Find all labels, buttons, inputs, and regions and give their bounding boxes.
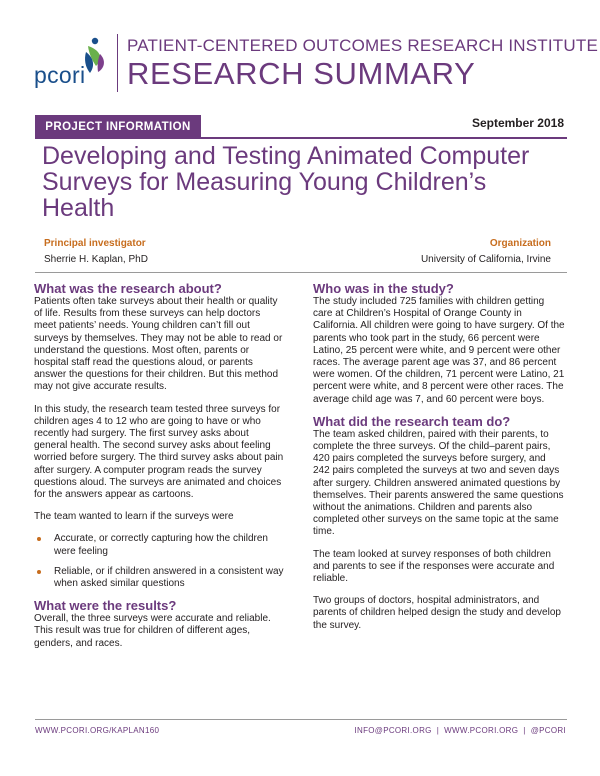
footer-divider: [35, 719, 567, 720]
pi-value: Sherrie H. Kaplan, PhD: [44, 254, 148, 265]
left-column: [34, 281, 284, 650]
header-divider: [117, 34, 118, 92]
page-title: Developing and Testing Animated Computer Surveys for Measuring Young Children’s Health: [42, 142, 530, 222]
paragraph: In this study, the research team tested three surveys for children ages 4 to 12 who are going to have or who recently had surgery. The first survey asks about general health. The second survey asks about feeling worried before surgery. The third survey asks about pain after surgery. A computer program reads the survey questions aloud. The surveys are animated and choices for the answers appear as cartoons.: [34, 403, 284, 501]
doc-type: RESEARCH SUMMARY: [127, 56, 476, 91]
logo-wordmark: pcori: [34, 62, 86, 88]
footer-contact[interactable]: INFO@PCORI.ORG | WWW.PCORI.ORG | @PCORI: [354, 726, 566, 735]
right-column: [313, 281, 565, 632]
section-heading: What were the results?: [34, 598, 177, 614]
paragraph: Two groups of doctors, hospital administrators, and parents of children helped design the study and develop the survey.: [313, 595, 561, 631]
list-item: [34, 566, 284, 590]
section-heading: What did the research team do?: [313, 413, 511, 429]
org-name: PATIENT-CENTERED OUTCOMES RESEARCH INSTITUTE: [127, 36, 598, 55]
publication-date: September 2018: [471, 116, 564, 130]
org-value: University of California, Irvine: [420, 254, 551, 265]
project-information-tab: PROJECT INFORMATION: [35, 115, 201, 139]
section-heading: What was the research about?: [34, 281, 222, 296]
list-item-text: Reliable, or if children answered in a consistent way when asked similar questions: [54, 565, 284, 590]
meta-divider: [35, 272, 567, 273]
paragraph: Overall, the three surveys were accurate and reliable. This result was true for children of different ages, genders, and races.: [34, 613, 271, 649]
bullet-icon: [37, 537, 41, 541]
org-label: Organization: [489, 238, 551, 249]
paragraph: The team wanted to learn if the surveys were: [34, 511, 234, 523]
paragraph: Patients often take surveys about their health or quality of life. Results from these surveys can help doctors meet patients’ needs. Young children can’t fill out surveys by themselves. They may not be able to read or understand the questions. Most often, parents or hospital staff read the questions aloud, or parents answer the questions for their children. But this method may not give accurate results.: [34, 296, 283, 393]
bullet-icon: [37, 570, 41, 574]
list-item-text: Accurate, or correctly capturing how the children were feeling: [54, 533, 268, 557]
paragraph: The team asked children, paired with their parents, to complete the three surveys. Of the child–parent pairs, 420 pairs completed the surveys before surgery, and 242 pairs completed the surveys at two and seven days after surgery. Children answered animated questions by themselves. Their parents answered the same questions without the animations. Children and parents also completed other surveys on the same topic at the same time.: [313, 428, 564, 538]
tab-rule: [35, 137, 567, 139]
footer-url[interactable]: WWW.PCORI.ORG/KAPLAN160: [35, 726, 160, 735]
list-item: [34, 533, 284, 557]
section-heading: Who was in the study?: [313, 281, 454, 296]
paragraph: The team looked at survey responses of both children and parents to see if the responses were accurate and reliable.: [313, 548, 555, 585]
paragraph: The study included 725 families with children getting care at Children’s Hospital of Orange County in California. All children were going to have surgery. Of the parents who took part in the study, 66 percent were Latino, 25 percent were white, and 9 percent were other races. The average parent age was 37, and 86 percent were women. Of the children, 71 percent were Latino, 21 percent were white, and 8 percent were other races. The average child age was 7, and 60 percent were boys.: [313, 296, 565, 405]
pi-label: Principal investigator: [44, 238, 146, 249]
bullet-list: [34, 533, 284, 590]
